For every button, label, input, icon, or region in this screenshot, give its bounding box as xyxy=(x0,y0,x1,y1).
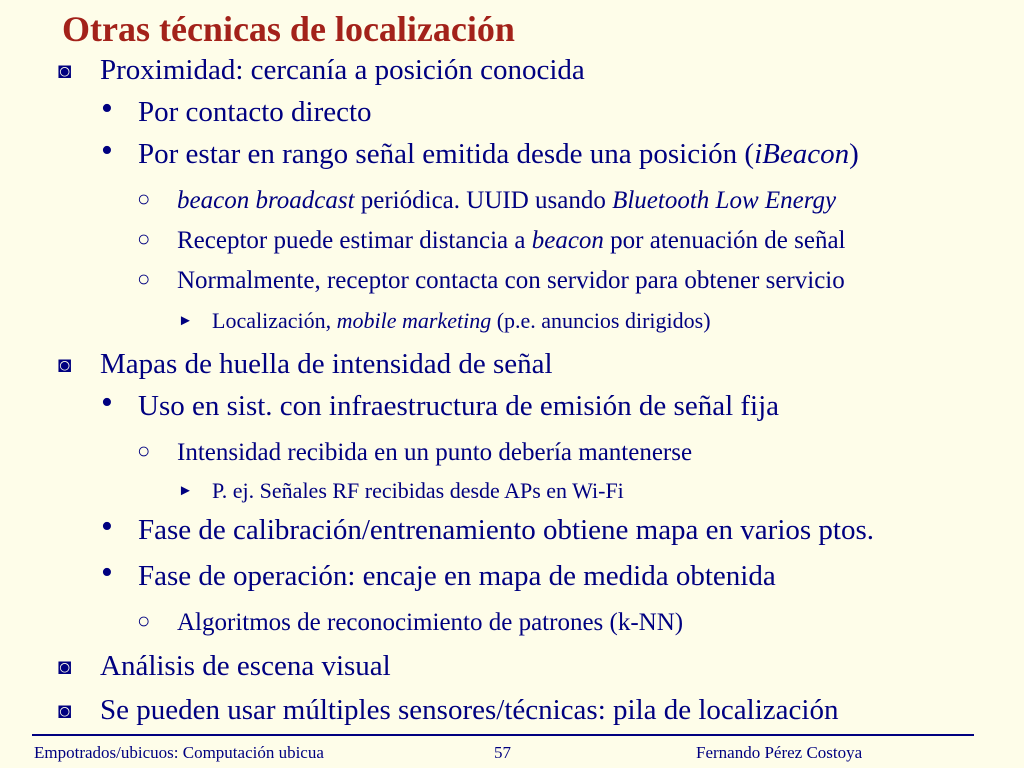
bullet-level2 xyxy=(101,508,875,546)
bullet-text: P. ej. Señales RF recibidas desde APs en Wi-Fi xyxy=(212,478,624,503)
bullet-text: (p.e. anuncios dirigidos) xyxy=(491,308,711,333)
bullet-text: iBeacon xyxy=(754,138,850,170)
bullet-text: Algoritmos de reconocimiento de patrones (k-NN) xyxy=(177,609,684,636)
bullet-level2 xyxy=(101,554,776,592)
footer-author: Fernando Pérez Costoya xyxy=(696,743,863,762)
bullet-text: beacon xyxy=(531,227,604,254)
bullet-text: Análisis de escena visual xyxy=(100,650,391,682)
bullet-level1 xyxy=(58,54,585,86)
dot-bullet-icon: • xyxy=(101,90,113,127)
bullet-level1 xyxy=(58,694,839,726)
bullet-text: mobile marketing xyxy=(336,308,492,333)
circle-bullet-icon: ○ xyxy=(137,266,151,291)
bullet-level4 xyxy=(178,308,711,333)
square-bullet-icon: ◙ xyxy=(58,58,72,83)
circle-bullet-icon: ○ xyxy=(137,226,151,251)
bullet-text: por atenuación de señal xyxy=(603,227,846,254)
bullet-level3 xyxy=(137,226,846,254)
bullet-text: Se pueden usar múltiples sensores/técnicas: pila de localización xyxy=(100,694,839,726)
bullet-text: ) xyxy=(849,138,859,170)
bullet-level2 xyxy=(101,90,372,128)
bullet-text: Mapas de huella de intensidad de señal xyxy=(100,348,553,380)
bullet-text: Intensidad recibida en un punto debería mantenerse xyxy=(177,439,693,466)
bullet-text: Uso en sist. con infraestructura de emisión de señal fija xyxy=(138,390,780,422)
footer-course: Empotrados/ubicuos: Computación ubicua xyxy=(34,743,324,762)
triangle-bullet-icon: ► xyxy=(178,313,193,329)
bullet-level3 xyxy=(137,266,845,294)
bullet-level3 xyxy=(137,608,684,636)
dot-bullet-icon: • xyxy=(101,508,113,545)
circle-bullet-icon: ○ xyxy=(137,438,151,463)
bullet-text: Fase de calibración/entrenamiento obtiene mapa en varios ptos. xyxy=(138,514,875,546)
dot-bullet-icon: • xyxy=(101,384,113,421)
bullet-text: Normalmente, receptor contacta con servidor para obtener servicio xyxy=(177,267,845,294)
bullet-text: beacon broadcast xyxy=(177,187,355,214)
circle-bullet-icon: ○ xyxy=(137,608,151,633)
bullet-text: Bluetooth Low Energy xyxy=(612,187,837,214)
bullet-text: periódica. UUID usando xyxy=(354,187,613,214)
bullet-level3 xyxy=(137,438,693,466)
bullet-text: Receptor puede estimar distancia a xyxy=(177,227,532,254)
bullet-level4 xyxy=(178,478,624,503)
bullet-text: Fase de operación: encaje en mapa de medida obtenida xyxy=(138,560,776,592)
bullet-text: Localización, xyxy=(212,308,337,333)
circle-bullet-icon: ○ xyxy=(137,186,151,211)
square-bullet-icon: ◙ xyxy=(58,698,72,723)
bullet-level1 xyxy=(58,650,391,682)
footer-page-number: 57 xyxy=(494,743,511,762)
bullet-text: Proximidad: cercanía a posición conocida xyxy=(100,54,585,86)
square-bullet-icon: ◙ xyxy=(58,654,72,679)
dot-bullet-icon: • xyxy=(101,132,113,169)
slide-title: Otras técnicas de localización xyxy=(62,9,515,49)
footer-divider xyxy=(32,734,974,736)
bullet-text: Por contacto directo xyxy=(138,96,372,128)
bullet-text: Por estar en rango señal emitida desde una posición ( xyxy=(138,138,755,170)
bullet-level3 xyxy=(137,186,837,214)
bullet-level2 xyxy=(101,384,780,422)
bullet-level2 xyxy=(101,132,859,170)
triangle-bullet-icon: ► xyxy=(178,483,193,499)
square-bullet-icon: ◙ xyxy=(58,352,72,377)
dot-bullet-icon: • xyxy=(101,554,113,591)
bullet-level1 xyxy=(58,348,553,380)
